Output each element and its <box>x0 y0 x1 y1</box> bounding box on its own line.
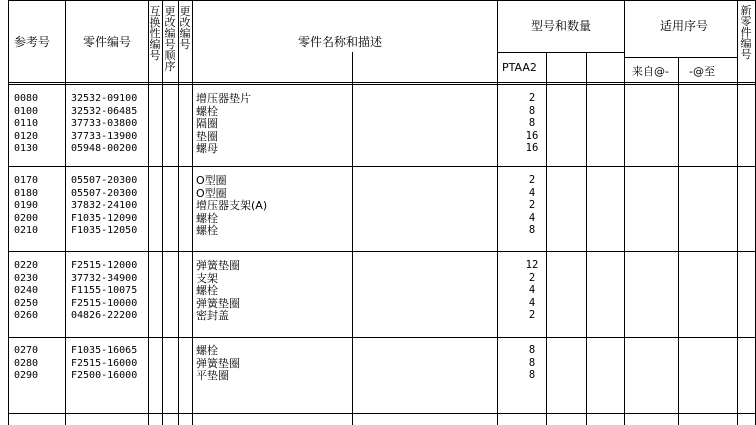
part-no-cell: 05948-00200 <box>71 143 138 154</box>
grid-line <box>8 0 756 1</box>
header-change-seq <box>164 6 176 72</box>
quantity-cell: 8 <box>528 369 536 381</box>
part-no-cell: 37733-13900 <box>71 130 138 142</box>
grid-line <box>8 82 756 83</box>
grid-line <box>162 0 163 425</box>
ref-no-cell: 0170 <box>14 175 39 186</box>
quantity-cell: 4 <box>528 186 536 199</box>
part-name-cell: 增压器支架(A) <box>196 199 268 212</box>
part-no-cell: F1035-16065 <box>71 345 138 356</box>
part-name-cell: 螺栓 <box>196 104 218 118</box>
grid-line <box>178 0 179 425</box>
grid-line <box>497 0 498 425</box>
header-interchange-text: 互换性编号 <box>149 5 161 62</box>
quantity-cell: 16 <box>525 142 539 154</box>
quantity-cell: 2 <box>528 174 536 186</box>
header-from: 来自@- <box>632 65 669 78</box>
grid-line <box>497 52 624 53</box>
header-new-part-no <box>740 5 752 60</box>
ref-no-cell: 0270 <box>14 345 39 356</box>
part-no-cell: 05507-20300 <box>71 187 138 199</box>
grid-line <box>624 57 737 58</box>
quantity-cell: 2 <box>528 309 536 321</box>
header-change-no <box>179 6 191 50</box>
grid-line <box>678 58 679 425</box>
part-no-cell: 32532-09100 <box>71 93 138 104</box>
part-name-cell: 螺栓 <box>196 344 218 357</box>
grid-line <box>192 0 193 425</box>
quantity-cell: 4 <box>528 211 536 224</box>
grid-line <box>8 413 756 414</box>
ref-no-cell: 0080 <box>14 93 39 104</box>
ref-no-cell: 0180 <box>14 187 39 199</box>
header-serial: 适用序号 <box>660 19 709 33</box>
part-name-cell: 弹簧垫圈 <box>196 259 240 272</box>
part-name-cell: 增压器垫片 <box>196 92 251 105</box>
grid-line <box>8 166 756 167</box>
grid-line <box>148 0 149 425</box>
header-interchange <box>149 6 161 61</box>
ref-no-cell: 0250 <box>14 297 39 309</box>
part-name-cell: O型圈 <box>196 186 227 200</box>
quantity-cell: 16 <box>525 129 539 142</box>
part-no-cell: F2500-16000 <box>71 370 138 381</box>
quantity-cell: 8 <box>528 104 536 117</box>
grid-line <box>8 84 756 85</box>
ref-no-cell: 0120 <box>14 130 39 142</box>
part-name-cell: 弹簧垫圈 <box>196 356 240 370</box>
quantity-cell: 8 <box>528 117 536 129</box>
part-name-cell: 弹簧垫圈 <box>196 296 240 310</box>
part-name-cell: 螺栓 <box>196 284 218 297</box>
part-name-cell: 密封盖 <box>196 309 229 322</box>
ref-no-cell: 0200 <box>14 212 39 224</box>
header-part-no: 零件编号 <box>83 35 132 49</box>
part-name-cell: O型圈 <box>196 174 227 187</box>
quantity-cell: 8 <box>528 356 536 369</box>
grid-line <box>586 52 587 425</box>
header-model-qty: 型号和数量 <box>531 19 592 33</box>
ref-no-cell: 0210 <box>14 225 39 236</box>
part-no-cell: 37733-03800 <box>71 118 138 129</box>
part-name-cell: 平垫圈 <box>196 369 229 382</box>
ref-no-cell: 0260 <box>14 310 39 321</box>
quantity-cell: 2 <box>528 271 536 284</box>
part-name-cell: 隔圈 <box>196 117 218 130</box>
quantity-cell: 4 <box>528 284 536 296</box>
grid-line <box>737 0 738 425</box>
quantity-cell: 2 <box>528 199 536 211</box>
grid-line <box>352 52 353 425</box>
ref-no-cell: 0190 <box>14 200 39 211</box>
ref-no-cell: 0130 <box>14 143 39 154</box>
part-no-cell: F1035-12090 <box>71 212 138 224</box>
part-name-cell: 支架 <box>196 271 218 285</box>
header-name-desc: 零件名称和描述 <box>298 35 383 49</box>
ref-no-cell: 0240 <box>14 285 39 296</box>
quantity-cell: 12 <box>525 259 539 271</box>
part-no-cell: F2515-10000 <box>71 297 138 309</box>
part-no-cell: 04826-22200 <box>71 310 138 321</box>
part-name-cell: 螺栓 <box>196 224 218 237</box>
grid-line <box>8 337 756 338</box>
part-no-cell: F1155-10075 <box>71 285 138 296</box>
part-name-cell: 螺母 <box>196 142 218 155</box>
part-no-cell: F1035-12050 <box>71 225 138 236</box>
ref-no-cell: 0110 <box>14 118 39 129</box>
header-model-code: PTAA2 <box>502 61 537 74</box>
part-no-cell: 32532-06485 <box>71 105 138 117</box>
ref-no-cell: 0230 <box>14 272 39 284</box>
ref-no-cell: 0100 <box>14 105 39 117</box>
ref-no-cell: 0220 <box>14 260 39 271</box>
header-to: -@至 <box>689 65 715 78</box>
ref-no-cell: 0280 <box>14 357 39 369</box>
grid-line <box>624 0 625 425</box>
header-change-no-text: 更改编号 <box>179 5 191 51</box>
part-no-cell: 37832-24100 <box>71 200 138 211</box>
part-name-cell: 螺栓 <box>196 211 218 225</box>
ref-no-cell: 0290 <box>14 370 39 381</box>
header-new-part-no-text: 新零件编号 <box>740 4 752 61</box>
grid-line <box>8 0 9 425</box>
quantity-cell: 8 <box>528 344 536 356</box>
part-no-cell: F2515-12000 <box>71 260 138 271</box>
grid-line <box>8 251 756 252</box>
grid-line <box>65 0 66 425</box>
quantity-cell: 4 <box>528 296 536 309</box>
part-no-cell: 05507-20300 <box>71 175 138 186</box>
header-change-seq-text: 更改编号顺序 <box>164 5 176 73</box>
quantity-cell: 8 <box>528 224 536 236</box>
header-ref-no: 参考号 <box>14 35 51 49</box>
part-name-cell: 垫圈 <box>196 129 218 143</box>
part-no-cell: F2515-16000 <box>71 357 138 369</box>
quantity-cell: 2 <box>528 92 536 104</box>
part-no-cell: 37732-34900 <box>71 272 138 284</box>
